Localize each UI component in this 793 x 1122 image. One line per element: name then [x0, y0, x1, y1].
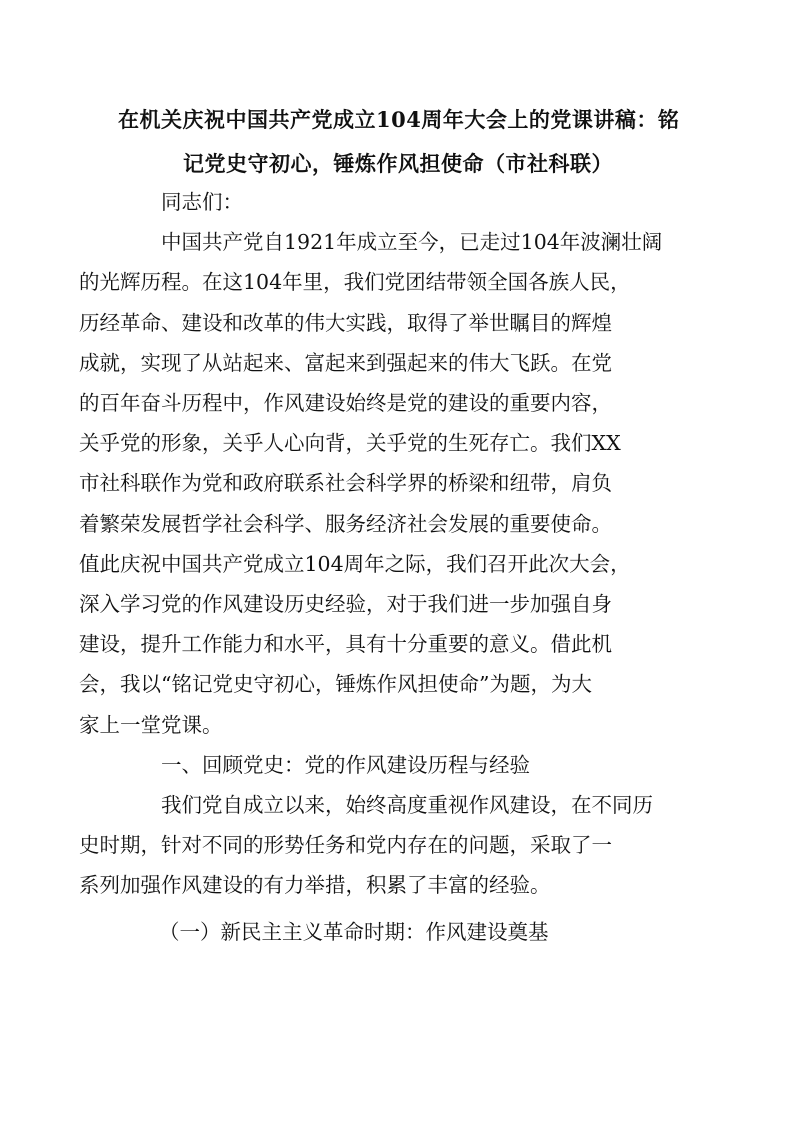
- salutation: 同志们：: [161, 190, 243, 214]
- paragraph-line: 值此庆祝中国共产党成立104周年之际，我们召开此次大会，: [79, 551, 631, 576]
- title-line: 在机关庆祝中国共产党成立104周年大会上的党课讲稿：铭: [118, 107, 680, 132]
- paragraph-line: 的光辉历程。在这104年里，我们党团结带领全国各族人民，: [79, 270, 631, 295]
- paragraph-line: 建设，提升工作能力和水平，具有十分重要的意义。借此机: [79, 632, 612, 657]
- paragraph-line: 市社科联作为党和政府联系社会科学界的桥梁和纽带，肩负: [79, 471, 612, 496]
- document-body: [79, 182, 676, 952]
- paragraph-line: 历经革命、建设和改革的伟大实践，取得了举世瞩目的辉煌: [79, 310, 612, 335]
- paragraph-line: 中国共产党自1921年成立至今，已走过104年波澜壮阔: [161, 230, 663, 255]
- subsection-heading: （一）新民主主义革命时期：作风建设奠基: [159, 919, 549, 944]
- paragraph-line: 着繁荣发展哲学社会科学、服务经济社会发展的重要使命。: [79, 511, 612, 536]
- paragraph-line: 深入学习党的作风建设历史经验，对于我们进一步加强自身: [79, 592, 612, 617]
- paragraph-line: 的百年奋斗历程中，作风建设始终是党的建设的重要内容，: [79, 391, 612, 416]
- paragraph-intro: [79, 222, 676, 745]
- paragraph-line: 我们党自成立以来，始终高度重视作风建设，在不同历: [161, 793, 653, 818]
- section-heading: 一、回顾党史：党的作风建设历程与经验: [161, 752, 530, 777]
- title-line: 记党史守初心，锤炼作风担使命（市社科联）: [183, 151, 613, 176]
- paragraph-line: 关乎党的形象，关乎人心向背，关乎党的生死存亡。我们XX: [79, 431, 621, 456]
- document-title: [118, 98, 678, 186]
- paragraph-line: 家上一堂党课。: [79, 712, 223, 737]
- paragraph-line: 成就，实现了从站起来、富起来到强起来的伟大飞跃。在党: [79, 350, 612, 375]
- paragraph-line: 会，我以“铭记党史守初心，锤炼作风担使命”为题，为大: [79, 672, 592, 697]
- paragraph-history: [79, 785, 676, 906]
- paragraph-line: 史时期，针对不同的形势任务和党内存在的问题，采取了一: [79, 833, 612, 858]
- paragraph-line: 系列加强作风建设的有力举措，积累了丰富的经验。: [79, 873, 551, 898]
